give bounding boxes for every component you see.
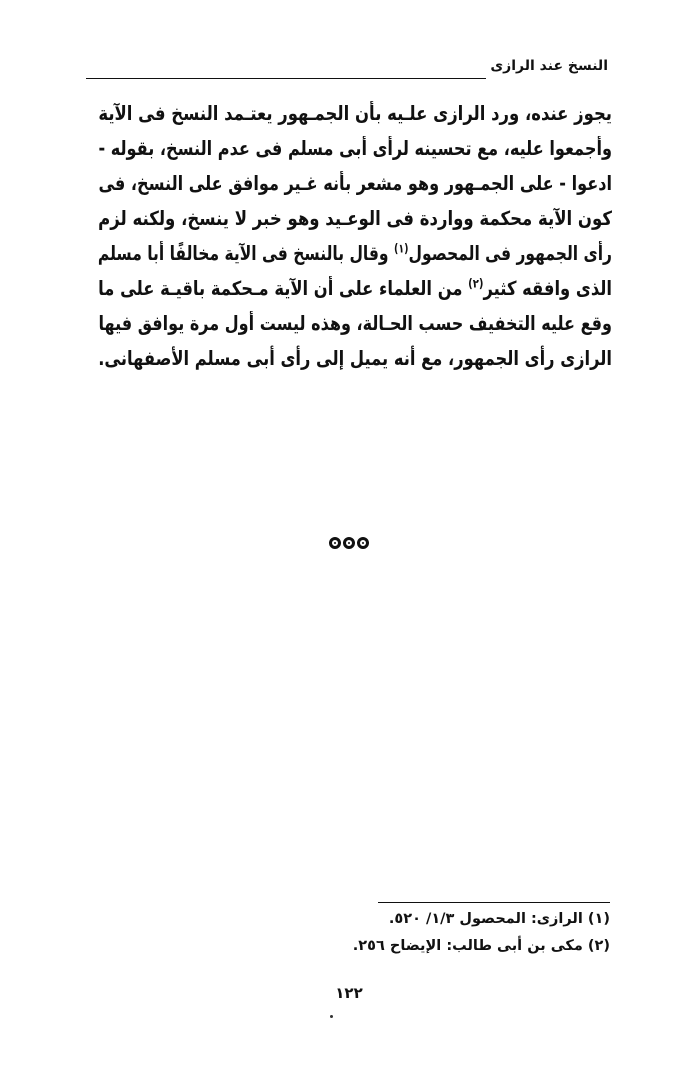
footnote-ref-1: (١) bbox=[393, 241, 409, 256]
body-line-3: ادعوا - على الجمـهور وهو مشعر بأنه غـير موافق على النسخ، فى bbox=[98, 172, 612, 195]
body-line-6-start: الذى وافقه كثير bbox=[483, 277, 612, 300]
footnotes bbox=[210, 906, 610, 960]
ornament-circle-icon bbox=[329, 537, 341, 549]
body-line-5-start: رأى الجمهور فى المحصول bbox=[408, 242, 612, 265]
footnote-ref-2: (٢) bbox=[468, 276, 484, 291]
ornament-circle-icon bbox=[357, 537, 369, 549]
running-header-title: النسخ عند الرازى bbox=[490, 58, 608, 74]
section-ornament bbox=[0, 537, 698, 549]
ornament-circle-icon bbox=[343, 537, 355, 549]
body-line-5-end: وقال بالنسخ فى الآية مخالفًا أبا مسلم bbox=[97, 242, 394, 265]
footnote-rule bbox=[378, 902, 610, 903]
footnote-1: (١) الرازى: المحصول ١/٣/ ٥٢٠. bbox=[388, 911, 610, 927]
print-speck bbox=[330, 1015, 333, 1018]
body-paragraph bbox=[98, 96, 612, 376]
running-header bbox=[86, 58, 608, 84]
body-line-8: الرازى رأى الجمهور، مع أنه يميل إلى رأى أبى مسلم الأصفهانى. bbox=[98, 347, 613, 370]
footnote-2: (٢) مكى بن أبى طالب: الإيضاح ٢٥٦. bbox=[352, 938, 610, 954]
body-line-1: يجوز عنده، ورد الرازى علـيه بأن الجمـهور يعتـمد النسخ فى الآية bbox=[98, 102, 612, 125]
body-line-4: كون الآية محكمة وواردة فى الوعـيد وهو خبر لا ينسخ، ولكنه لزم bbox=[98, 207, 612, 230]
body-line-2: وأجمعوا عليه، مع تحسينه لرأى أبى مسلم فى عدم النسخ، بقوله - bbox=[98, 137, 613, 160]
body-line-7: وقع عليه التخفيف حسب الحـالة، وهذه ليست أول مرة يوافق فيها bbox=[98, 312, 612, 335]
body-line-5 bbox=[97, 236, 612, 271]
page-number: ١٢٢ bbox=[335, 984, 363, 1002]
header-rule bbox=[86, 78, 486, 79]
body-line-6-end: من العلماء على أن الآية مـحكمة باقيـة على ما bbox=[98, 277, 469, 300]
body-line-6 bbox=[98, 271, 612, 306]
